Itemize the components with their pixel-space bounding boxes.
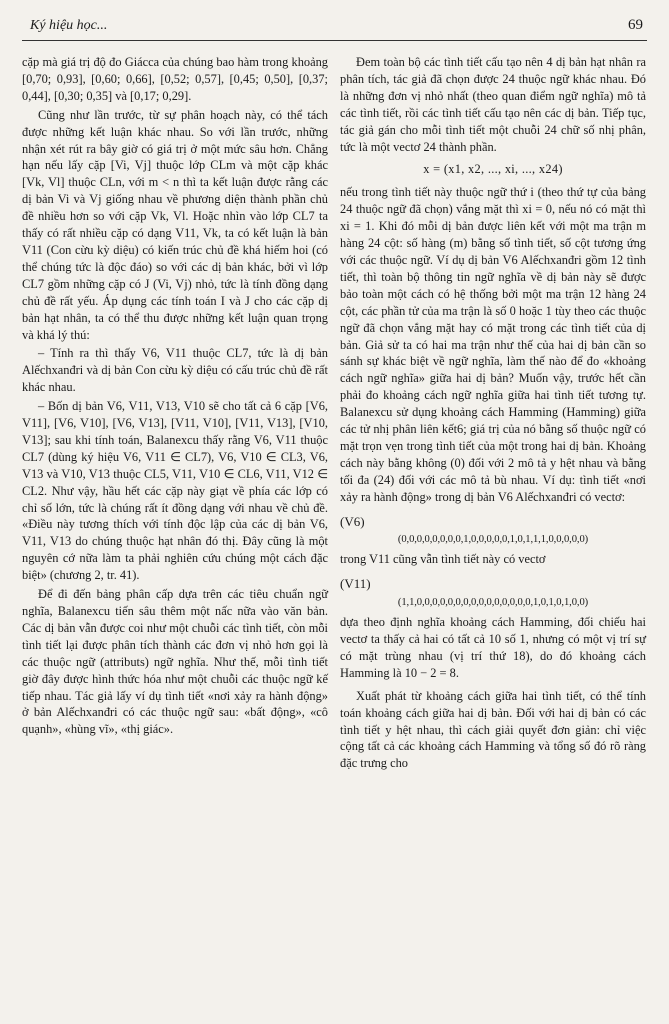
running-head: Ký hiệu học... <box>30 18 108 33</box>
paragraph: Xuất phát từ khoảng cách giữa hai tình tiết, có thể tính toán khoảng cách giữa hai dị bản. Đối với hai dị bản có các tình tiết y hệt nhau, thì cách giải quyết đơn giản: chỉ việc cộng tất cả các khoảng cách Hamming và tổng số đó rõ ràng đặc trưng cho <box>340 688 646 771</box>
right-column <box>340 54 646 774</box>
page-number: 69 <box>628 17 643 33</box>
paragraph: – Bốn dị bản V6, V11, V13, V10 sẽ cho tất cả 6 cặp [V6, V11], [V6, V10], [V6, V13], [V11, V10], [V11, V13], [V10, V13]; sau khi tính toán, Balanexcu thấy rằng V6, V11 thuộc CL7 (dùng ký hiệu V6, V11 ∈ CL7), V6, V10 ∈ CL3, V6, V13 và V10, V13 thuộc CL5, V11, V10 ∈ CL6, V11, V12 ∈ CL2. Như vậy, hầu hết các cặp này giạt về phía các lớp có chỉ số lớn, tức là chúng rất ít đồng dạng với nhau về chủ đề. «Điều này tương thích với tính độc lập của các dị bản V6, V11, V13 do chúng thuộc hạt nhân đó thị. Đây cũng là một nguyên cớ nữa làm ta phải nghiên cứu chúng một cách đặc biệt» (chương 2, tr. 41). <box>22 399 328 583</box>
vector-formula: x = (x1, x2, ..., xi, ..., x24) <box>423 162 563 177</box>
left-column <box>22 54 328 740</box>
paragraph: Đem toàn bộ các tình tiết cấu tạo nên 4 dị bản hạt nhân ra phân tích, tác giả đã chọn được 24 thuộc ngữ khác nhau. Đó là những đơn vị nhỏ nhất (theo quan điểm ngữ nghĩa) mô tả các tình tiết, rồi các tình tiết cấu tạo nên các dị bản. Tiếp tục, tác giả gán cho mỗi tình tiết một chuỗi 24 chữ số nhị phân, tức là một vectơ 24 thành phần. <box>340 55 646 154</box>
vector-label-v11: (V11) <box>340 576 371 592</box>
page-header <box>22 14 647 41</box>
paragraph: Để đi đến bảng phân cấp dựa trên các tiêu chuẩn ngữ nghĩa, Balanexcu tiến sâu thêm một nấc nữa vào văn bản. Các dị bản vẫn được coi như một chuỗi các tình tiết, còn mỗi tình tiết lại được phân tích thành các đơn vị nhỏ hơn gọi là các thuộc ngữ (attributs) ngữ nghĩa. Như thế, mỗi tình tiết giờ đây được hình thức hóa như một chuỗi các thuộc ngữ kế tiếp nhau. Tác giả lấy ví dụ tình tiết «nơi xảy ra hành động» ở bản Alếchxanđri có các thuộc ngữ sau: «bất động», «cô quạnh», «hùng vĩ», «thị giác». <box>22 587 328 737</box>
paragraph: Cũng như lần trước, từ sự phân hoạch này, có thể tách được những kết luận khác nhau. So với lần trước, những nhận xét rút ra bây giờ có giá trị ở một mức sâu hơn. Chẳng hạn nếu lấy cặp [Vi, Vj] thuộc lớp CLm và một cặp khác [Vk, Vl] thuộc CLn, với m < n thì ta kết luận được rằng các dị bản Vi và Vj giống nhau về phương diện thành phần chủ đề nhiều hơn so với cặp Vk, Vl. Hoặc nhìn vào lớp CL7 ta thấy có rất nhiều cặp có dạng V11, Vk, ta có kết luận là bản V11 (Con cừu kỳ diệu) có kiến trúc chủ đề khá hiếm hoi (có thể chúng tức là độc đáo) so với các dị bản khác, bởi vì lớp CL7 gồm những cặp có J (Vi, Vj) nhỏ, tức là tính đồng dạng chủ đề rất yếu. Áp dụng các tính toán I và J cho các cặp dị bản hạt nhân, ta có thể thu được những kết luận quan trọng và khá lý thú: <box>22 107 328 342</box>
paragraph: nếu trong tình tiết này thuộc ngữ thứ i (theo thứ tự của bảng 24 thuộc ngữ đã chọn) vắng mặt thì xi = 0, nếu nó có mặt thì xi = 1. Khi đó mỗi dị bản được liên kết với một ma trận m hàng 24 cột: số hàng (m) bằng số tình tiết, số cột tương ứng với các thuộc ngữ. Ví dụ dị bản V6 Alếchxanđri gồm 12 tình tiết, thì toàn bộ thông tin ngữ nghĩa về dị bản này sẽ được bảo toàn một cách có hệ thống bởi một ma trận 12 hàng 24 cột, các phần tử của ma trận là số 0 hoặc 1 tùy theo các thuộc ngữ đã chọn vắng mặt hay có mặt trong các tình tiết của dị bản. Giả sử ta có hai ma trận như thế của hai dị bản cần so sánh sự khác biệt về ngữ nghĩa, làm thế nào để đo «khoảng cách ngữ nghĩa» giữa hai dị bản? Muốn vậy, trước hết cần phải đo khoảng cách ngữ nghĩa giữa hai tình tiết tương tự. Balanexcu sử dụng khoảng cách Hamming (Hamming) giữa các tử nhị phân liên kết6; giá trị của nó bằng số thuộc ngữ có mặt trọn vẹn trong tình tiết của một trong hai dị bản. Khoảng cách này bằng không (0) đối với 2 mô tả y hệt nhau và bằng tối đa (24) đối với các mô tả bù nhau. Ví dụ: tình tiết «nơi xảy ra hành động» trong dị bản V6 Alếchxanđri có vectơ: <box>340 185 646 504</box>
paragraph: cặp mà giá trị độ đo Giácca của chúng bao hàm trong khoảng [0,70; 0,93], [0,60; 0,66], [0,52; 0,57], [0,45; 0,50], [0,37; 0,44], [0,30; 0,35] và [0,17; 0,29]. <box>22 55 328 103</box>
vector-v11: (1,1,0,0,0,0,0,0,0,0,0,0,0,0,0,0,0,1,0,1,0,1,0,0) <box>397 597 589 609</box>
paragraph: – Tính ra thì thấy V6, V11 thuộc CL7, tức là dị bản Alếchxanđri và dị bản Con cừu kỳ diệu có cấu trúc chủ đề rất khác nhau. <box>22 346 328 395</box>
paragraph: trong V11 cũng vẫn tình tiết này có vectơ <box>340 552 546 567</box>
vector-label-v6: (V6) <box>340 513 365 529</box>
paragraph: dựa theo định nghĩa khoảng cách Hamming, đối chiếu hai vectơ ta thấy cả hai có tất cả 10 số 1, nhưng có một vị trí sự có mặt trùng nhau (vị trí thứ 18), do đó khoảng cách Hamming là 10 − 2 = 8. <box>340 615 646 680</box>
vector-v6: (0,0,0,0,0,0,0,0,1,0,0,0,0,0,1,0,1,1,1,0,0,0,0,0) <box>397 534 589 546</box>
